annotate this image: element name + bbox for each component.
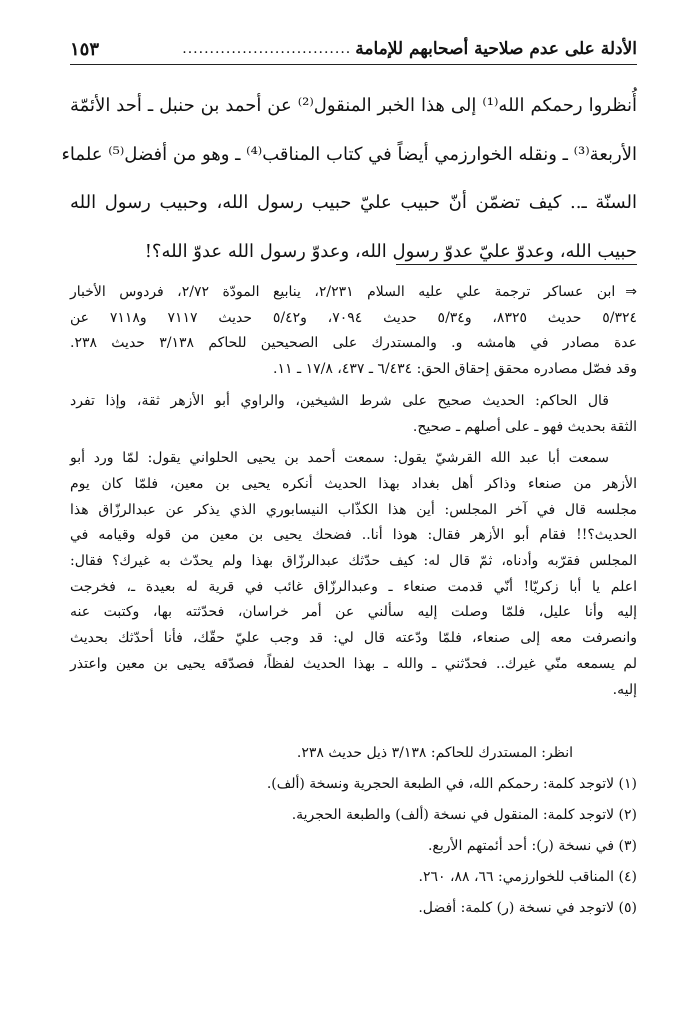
note-line: لم يسمعه منّي غيرك.. فحدّثني ـ والله ـ بهذا الحديث لفظاً، فصدّقه يحيى بن معين واعتذر — [70, 655, 637, 672]
page-header — [70, 34, 637, 65]
note-line: المجلس فقرّبه وأدناه، ثمّ قال له: كيف حدّثك عبدالرزّاق بهذا ولم يحدّث به غيرك؟ فقال: — [70, 553, 637, 570]
note-line: اعلم يا أبا زكريّا! أنّي قدمت صنعاء ـ وعبدالرزّاق غائب في قرية له بعيدة ـ، فخرجت — [70, 578, 637, 595]
footnote-item: (٥) لاتوجد في نسخة (ر) كلمة: أفضل. — [418, 900, 637, 916]
arrow-continuation-icon: ⇒ — [625, 284, 637, 300]
note-line: سمعت أبا عبد الله القرشيّ يقول: سمعت أحمد بن يحيى الحلواني يقول: لمّا ورد أبو — [70, 450, 609, 467]
note-line: وقد فصّل مصادره محقق إحقاق الحق: ٦/٤٣٤ ـ ٤٣٧، ١٧/٨ ـ ١١. — [273, 361, 637, 378]
main-line: الأربعة⁽³⁾ ـ ونقله الخوارزمي أيضاً في كتاب المناقب⁽⁴⁾ ـ وهو من أفضل⁽⁵⁾ علماء — [61, 143, 637, 165]
note-line: قال الحاكم: الحديث صحيح على شرط الشيخين، والراوي أبو الأزهر ثقة، وإذا تفرد — [70, 392, 609, 409]
note-line: إليه وأنا عليل، فلمّا وصلت إليه سألني عن أمر خراسان، فحدّثته بها، وكتبت عنه — [70, 604, 637, 621]
footnote-divider — [396, 264, 637, 265]
footnote-item: (٤) المناقب للخوارزمي: ٦٦، ٨٨، ٢٦٠. — [418, 869, 637, 885]
note-line: إليه. — [612, 681, 637, 698]
running-title: الأدلة على عدم صلاحية أصحابهم للإمامة — [355, 39, 637, 59]
note-line: ⇒ابن عساكر ترجمة علي عليه السلام ٢/٢٣١، ينابيع المودّة ٢/٧٢، فردوس الأخبار — [70, 284, 637, 300]
main-line: حبيب الله، وعدوّ عليّ عدوّ رسول الله، وعدوّ رسول الله عدوّ الله؟! — [144, 240, 637, 262]
main-line: أُنظروا رحمكم الله⁽¹⁾ إلى هذا الخبر المنقول⁽²⁾ عن أحمد بن حنبل ـ أحد الأئمّة — [70, 95, 637, 116]
main-paragraph — [61, 82, 637, 276]
footnotes — [70, 738, 637, 924]
note-line: وانصرفت معه إلى صنعاء، فلمّا ودّعته قال لي: قد وجب عليّ حقّك، فأنا أحدّثك بحديث — [70, 630, 637, 647]
leader-dots: ............................... — [182, 41, 352, 57]
note-line: الثقة بحديث فهو ـ على أصلهم ـ صحيح. — [412, 418, 637, 435]
footnote-see: انظر: المستدرك للحاكم: ٣/١٣٨ ذيل حديث ٢٣٨. — [296, 745, 573, 761]
note-line: الحديث؟!! فقام أبو الأزهر فقال: هوذا أنا.. فضحك يحيى بن معين من قوله وقيامه في — [70, 527, 637, 544]
footnote-item: (١) لاتوجد كلمة: رحمكم الله، في الطبعة الحجرية ونسخة (ألف). — [266, 776, 637, 792]
note-line: ٥/٣٢٤ حديث ٨٣٢٥، و٥/٣٤ حديث ٧٠٩٤، و٥/٤٢ حديث ٧١١٧ و٧١١٨ عن — [70, 309, 638, 326]
main-line: السنّة ـ.. كيف تضمّن أنّ حبيب عليّ حبيب رسول الله، وحبيب رسول الله — [70, 192, 637, 213]
note-line: الأزهر من صنعاء وذاكر أهل بغداد بهذا الحديث أنكره يحيى بن معين، فلمّا كان يوم — [70, 475, 637, 492]
footnote-continuation — [70, 280, 637, 703]
note-line: مجلسه قال في آخر المجلس: أين هذا الكذّاب النيسابوري الذي يذكر عن عبدالرزّاق هذا — [70, 501, 637, 518]
note-line: عدة مصادر في هامشه و. والمستدرك على الصحيحين للحاكم ٣/١٣٨ حديث ٢٣٨. — [70, 335, 637, 352]
footnote-item: (٢) لاتوجد كلمة: المنقول في نسخة (ألف) والطبعة الحجرية. — [291, 807, 637, 823]
footnote-item: (٣) في نسخة (ر): أحد أئمتهم الأربع. — [427, 838, 637, 854]
page-number: ١٥٣ — [70, 38, 100, 60]
